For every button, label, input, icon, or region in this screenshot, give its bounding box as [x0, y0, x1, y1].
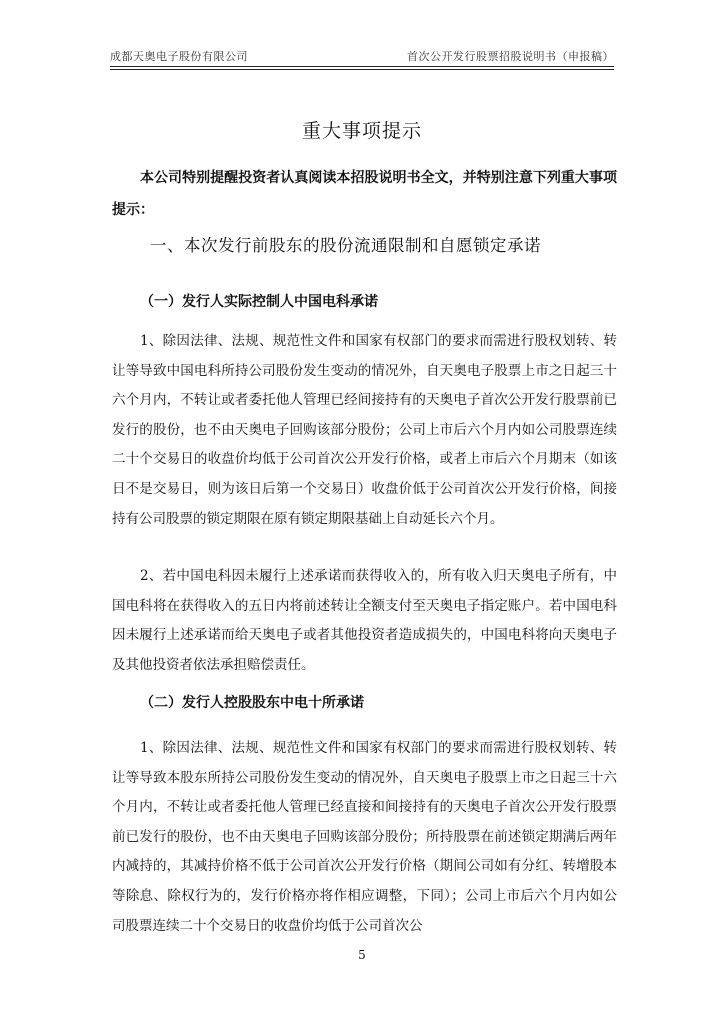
header-company: 成都天奥电子股份有限公司 — [110, 50, 248, 63]
page-number: 5 — [358, 948, 366, 962]
notice-paragraph: 本公司特别提醒投资者认真阅读本招股说明书全文，并特别注意下列重大事项提示： — [112, 170, 617, 218]
paragraph-2: 2、若中国电科因未履行上述承诺而获得收入的，所有收入归天奥电子所有，中国电科将在获得收入的五日内将前述转让全额支付至天奥电子指定账户。若中国电科因未履行上述承诺而给天奥电子或者其他投资者造成损失的，中国电科将向天奥电子及其他投资者依法承担赔偿责任。 — [112, 568, 617, 673]
paragraph-3: 1、除因法律、法规、规范性文件和国家有权部门的要求而需进行股权划转、转让等导致本股东所持公司股份发生变动的情况外，自天奥电子股票上市之日起三十六个月内，不转让或者委托他人管理已经直接和间接持有的天奥电子首次公开发行股票前已发行的股份，也不由天奥电子回购该部分股份；所持股票在前述锁定期满后两年内减持的，其减持价格不低于公司首次公开发行价格（期间公司如有分红、转增股本等除息、除权行为的，发行价格亦将作相应调整，下同）；公司上市后六个月内如公司股票连续二十个交易日的收盘价均低于公司首次公 — [112, 740, 617, 934]
paragraph-1: 1、除因法律、法规、规范性文件和国家有权部门的要求而需进行股权划转、转让等导致中国电科所持公司股份发生变动的情况外，自天奥电子股票上市之日起三十六个月内，不转让或者委托他人管理已经间接持有的天奥电子首次公开发行股票前已发行的股份，也不由天奥电子回购该部分股份；公司上市后六个月内如公司股票连续二十个交易日的收盘价均低于公司首次公开发行价格，或者上市后六个月期末（如该日不是交易日，则为该日后第一个交易日）收盘价低于公司首次公开发行价格，间接持有公司股票的锁定期限在原有锁定期限基础上自动延长六个月。 — [112, 333, 617, 527]
page-title: 重大事项提示 — [301, 120, 422, 142]
section-heading: 一、本次发行前股东的股份流通限制和自愿锁定承诺 — [150, 236, 541, 255]
subsection-heading-1: （一）发行人实际控制人中国电科承诺 — [140, 294, 378, 310]
page-header — [110, 48, 614, 68]
header-rule — [110, 66, 614, 70]
subsection-heading-2: （二）发行人控股股东中电十所承诺 — [140, 695, 364, 711]
header-doc-title: 首次公开发行股票招股说明书（申报稿） — [407, 50, 614, 63]
